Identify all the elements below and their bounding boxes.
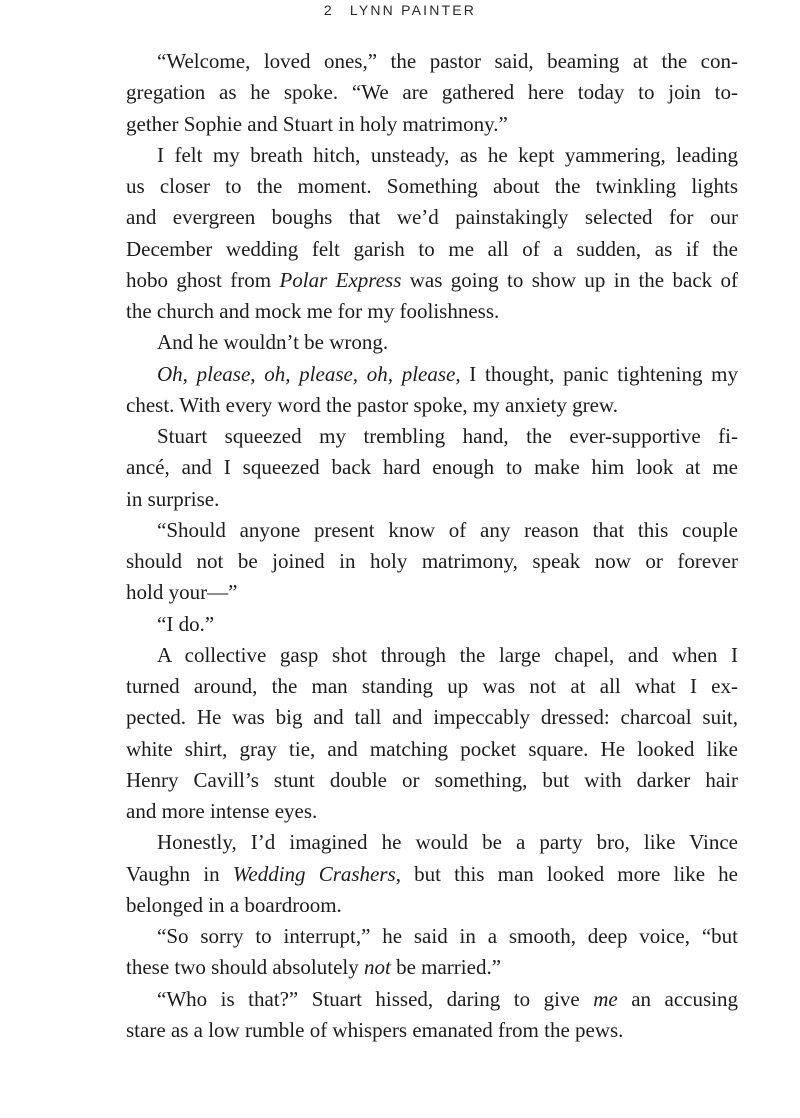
text-run: hold your—”	[126, 580, 238, 605]
text-run: A collective gasp shot through the large chapel, and when I	[157, 642, 738, 667]
text-run: gether Sophie and Stuart in holy matrimony.”	[126, 111, 508, 136]
italic-text: not	[363, 955, 391, 980]
paragraph	[126, 827, 738, 921]
text-run: I felt my breath hitch, unsteady, as he kept yammering, leading	[157, 142, 738, 167]
text-line	[126, 890, 738, 921]
text-line	[126, 421, 738, 452]
paragraph	[126, 984, 738, 1047]
text-run: white shirt, gray tie, and matching pocket square. He looked like	[126, 736, 738, 761]
text-run: Stuart squeezed my trembling hand, the ever-supportive fi-	[157, 424, 738, 448]
text-line	[126, 515, 738, 546]
text-line	[126, 265, 738, 296]
paragraph	[126, 46, 738, 140]
text-line	[126, 952, 738, 983]
paragraph	[126, 359, 738, 422]
italic-text: Polar Express	[279, 267, 402, 292]
text-run: us closer to the moment. Something about the twinkling lights	[126, 174, 738, 198]
italic-text: me	[593, 986, 618, 1011]
text-line	[126, 640, 738, 671]
italic-text: Oh, please, oh, please, oh, please,	[157, 361, 461, 386]
text-line	[126, 46, 738, 77]
page-number: 2	[323, 2, 334, 18]
text-line	[126, 140, 738, 171]
text-run: belonged in a boardroom.	[126, 892, 342, 917]
text-line	[126, 109, 738, 140]
text-run: the church and mock me for my foolishness.	[126, 299, 500, 323]
text-run: , but this man looked more like he	[395, 861, 738, 886]
running-title: LYNN PAINTER	[349, 2, 477, 18]
text-line	[126, 796, 738, 827]
text-run: hobo ghost from	[126, 267, 280, 292]
text-line	[126, 390, 738, 421]
text-line	[126, 1015, 738, 1046]
text-line	[126, 921, 738, 952]
text-line	[126, 202, 738, 233]
paragraph	[126, 921, 738, 984]
text-run: “Who is that?” Stuart hissed, daring to give	[157, 986, 594, 1011]
text-run: was going to show up in the back of	[401, 267, 739, 292]
text-line	[126, 77, 738, 108]
text-run: chest. With every word the pastor spoke, my anxiety grew.	[126, 392, 618, 417]
text-line	[126, 234, 738, 265]
paragraph	[126, 515, 738, 609]
text-run: Vaughn in	[126, 861, 233, 886]
text-line	[126, 296, 738, 327]
text-run: And he wouldn’t be wrong.	[157, 330, 389, 355]
text-line	[126, 734, 738, 765]
text-line	[126, 765, 738, 796]
text-line	[126, 359, 738, 390]
text-line	[126, 984, 738, 1015]
text-line	[126, 171, 738, 202]
text-run: “Welcome, loved ones,” the pastor said, beaming at the con-	[157, 49, 738, 73]
text-run: “Should anyone present know of any reason that this couple	[157, 517, 738, 542]
text-line	[126, 827, 738, 858]
paragraph	[126, 609, 738, 640]
text-run: in surprise.	[126, 486, 220, 511]
running-head	[0, 0, 800, 20]
text-run: gregation as he spoke. “We are gathered here today to join to-	[126, 80, 738, 105]
text-line	[126, 609, 738, 640]
text-line	[126, 452, 738, 483]
text-run: I thought, panic tightening my	[460, 361, 738, 386]
text-run: and evergreen boughs that we’d painstakingly selected for our	[126, 205, 738, 230]
paragraph	[126, 140, 738, 328]
text-run: “So sorry to interrupt,” he said in a smooth, deep voice, “but	[157, 924, 738, 948]
body-text	[126, 46, 738, 1046]
text-run: be married.”	[390, 955, 502, 980]
paragraph	[126, 640, 738, 828]
italic-text: Wedding Crashers	[232, 861, 396, 886]
text-line	[126, 546, 738, 577]
text-run: Honestly, I’d imagined he would be a party bro, like Vince	[157, 830, 738, 855]
text-line	[126, 327, 738, 358]
paragraph	[126, 421, 738, 515]
text-run: should not be joined in holy matrimony, speak now or forever	[126, 549, 738, 573]
text-run: ancé, and I squeezed back hard enough to make him look at me	[126, 455, 738, 480]
text-run: pected. He was big and tall and impeccably dressed: charcoal suit,	[126, 705, 738, 730]
text-run: December wedding felt garish to me all of a sudden, as if the	[126, 236, 738, 261]
text-line	[126, 577, 738, 608]
text-line	[126, 671, 738, 702]
text-line	[126, 859, 738, 890]
text-run: stare as a low rumble of whispers emanated from the pews.	[126, 1017, 624, 1042]
paragraph	[126, 327, 738, 358]
text-line	[126, 484, 738, 515]
text-run: and more intense eyes.	[126, 799, 318, 823]
text-run: “I do.”	[157, 611, 215, 636]
text-run: Henry Cavill’s stunt double or something, but with darker hair	[126, 767, 738, 792]
text-run: these two should absolutely	[126, 955, 364, 980]
text-run: turned around, the man standing up was not at all what I ex-	[126, 674, 738, 698]
text-line	[126, 702, 738, 733]
text-run: an accusing	[617, 986, 738, 1011]
